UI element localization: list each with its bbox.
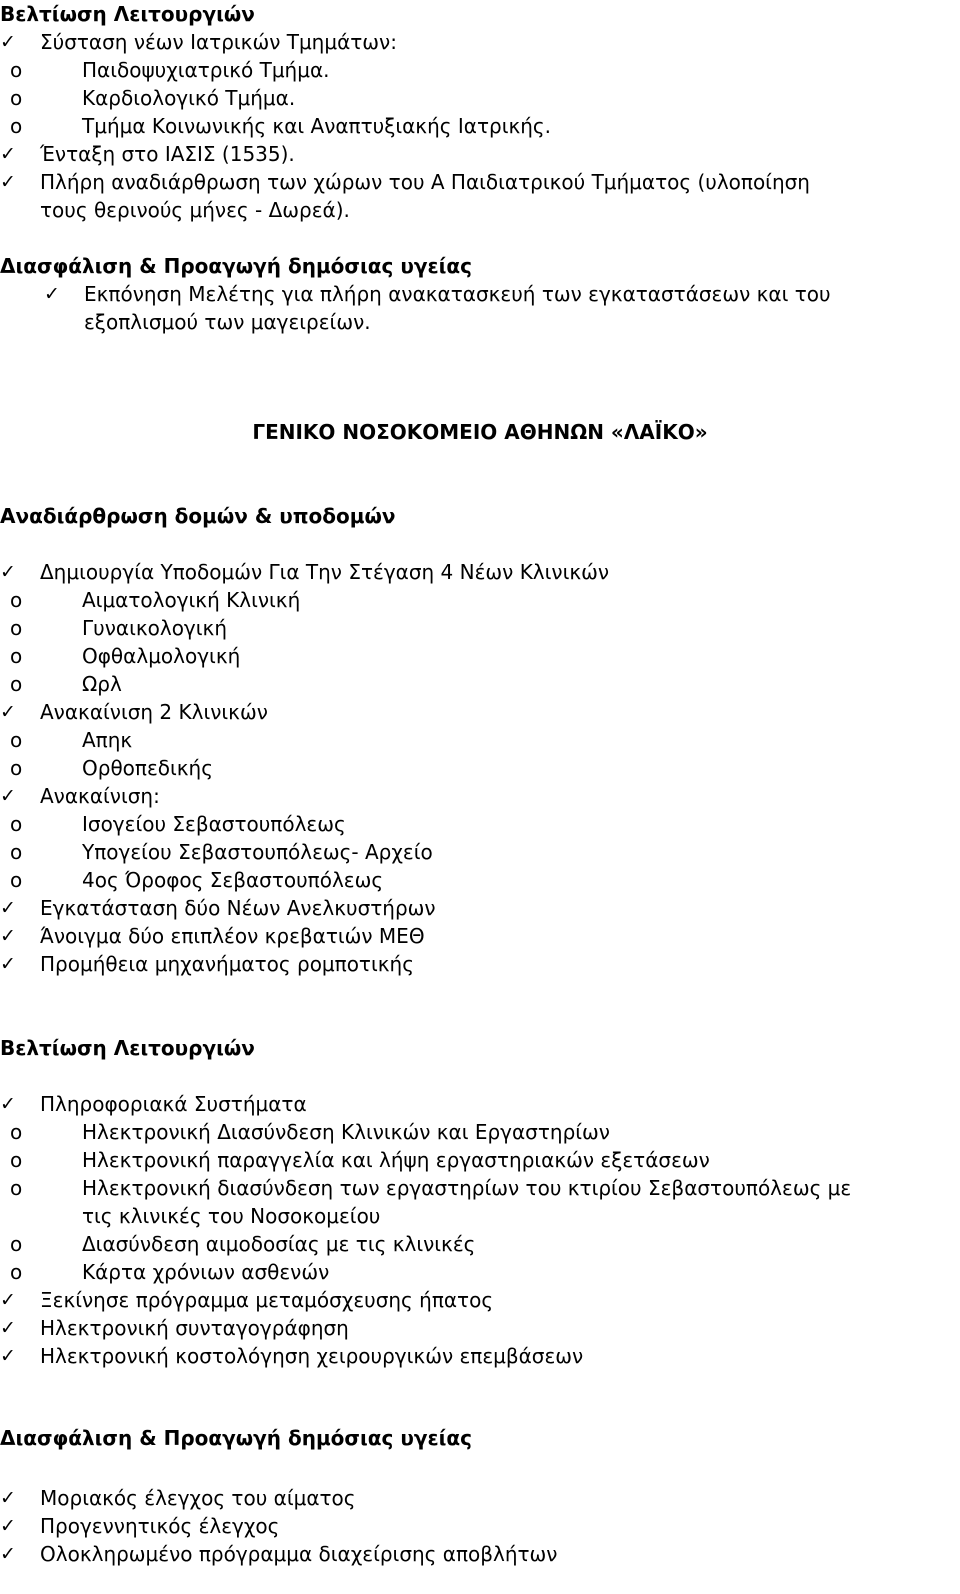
check-icon: ✓: [0, 1289, 16, 1311]
check-icon: ✓: [0, 925, 16, 947]
circle-bullet-icon: o: [10, 114, 23, 138]
hospital-title: ΓΕΝΙΚΟ ΝΟΣΟΚΟΜΕΙΟ ΑΘΗΝΩΝ «ΛΑΪΚΟ»: [252, 420, 708, 444]
section-heading: Βελτίωση Λειτουργιών: [0, 1036, 255, 1060]
section-heading: Διασφάλιση & Προαγωγή δημόσιας υγείας: [0, 254, 472, 278]
check-icon: ✓: [0, 1317, 16, 1339]
circle-bullet-icon: o: [10, 1176, 23, 1200]
check-icon: ✓: [0, 1345, 16, 1367]
check-icon: ✓: [0, 953, 16, 975]
circle-bullet-icon: o: [10, 588, 23, 612]
circle-bullet-icon: o: [10, 728, 23, 752]
check-icon: ✓: [0, 1543, 16, 1565]
circle-bullet-icon: o: [10, 86, 23, 110]
check-icon: ✓: [0, 1515, 16, 1537]
check-icon: ✓: [0, 785, 16, 807]
circle-bullet-icon: o: [10, 58, 23, 82]
check-icon: ✓: [0, 1487, 16, 1509]
check-icon: ✓: [0, 171, 16, 193]
check-icon: ✓: [0, 1093, 16, 1115]
check-icon: ✓: [0, 897, 16, 919]
section-heading: Διασφάλιση & Προαγωγή δημόσιας υγείας: [0, 1426, 472, 1450]
circle-bullet-icon: o: [10, 756, 23, 780]
section-heading: Βελτίωση Λειτουργιών: [0, 2, 255, 26]
circle-bullet-icon: o: [10, 616, 23, 640]
section-heading: Αναδιάρθρωση δομών & υποδομών: [0, 504, 396, 528]
check-icon: ✓: [0, 31, 16, 53]
circle-bullet-icon: o: [10, 1120, 23, 1144]
check-icon: ✓: [0, 701, 16, 723]
check-icon: ✓: [0, 561, 16, 583]
check-icon: ✓: [44, 283, 60, 305]
circle-bullet-icon: o: [10, 672, 23, 696]
circle-bullet-icon: o: [10, 1148, 23, 1172]
circle-bullet-icon: o: [10, 1232, 23, 1256]
circle-bullet-icon: o: [10, 868, 23, 892]
circle-bullet-icon: o: [10, 840, 23, 864]
check-icon: ✓: [0, 143, 16, 165]
circle-bullet-icon: o: [10, 812, 23, 836]
circle-bullet-icon: o: [10, 1260, 23, 1284]
circle-bullet-icon: o: [10, 644, 23, 668]
